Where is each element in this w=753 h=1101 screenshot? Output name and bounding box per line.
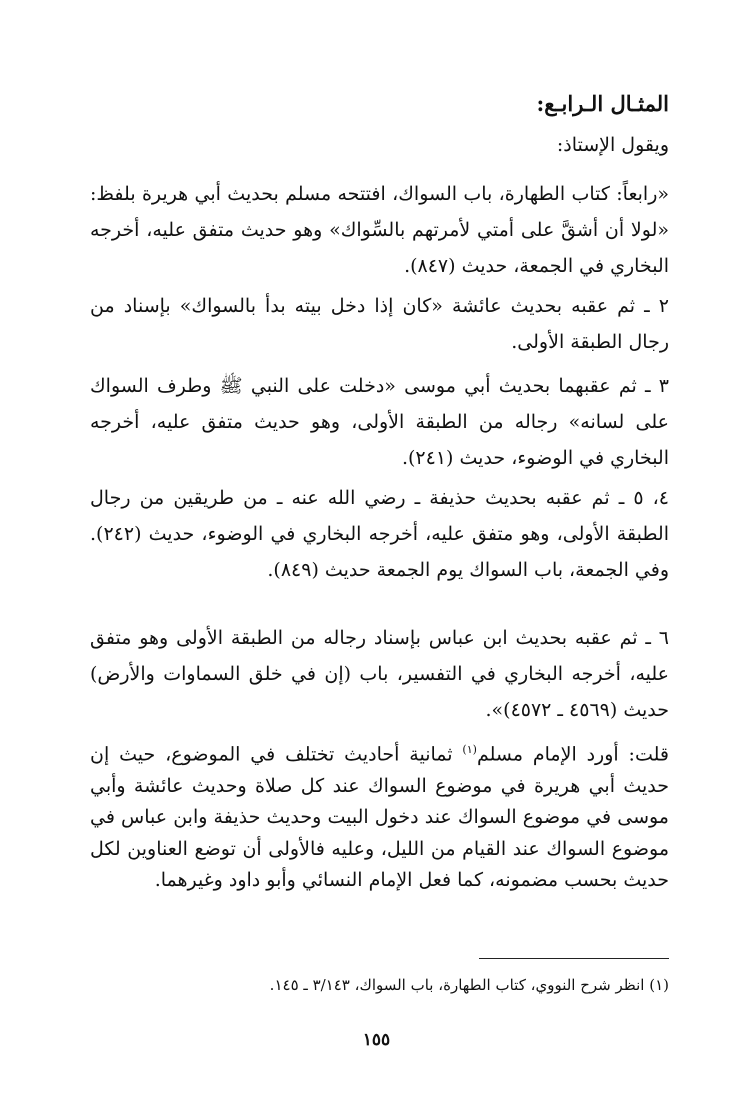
section-subheading: ويقول الإستاذ: — [556, 134, 669, 156]
footnote-reference[interactable]: (١) — [462, 743, 477, 756]
footnote: (١) انظر شرح النووي، كتاب الطهارة، باب السواك، ٣/١٤٣ ـ ١٤٥. — [269, 976, 669, 994]
paragraph-6-rest: ثمانية أحاديث تختلف في الموضوع، حيث إن حديث أبي هريرة في موضوع السواك عند كل صلاة وحديث عائشة وأبي موسى في موضوع السواك عند دخول البيت وحديث حذيفة وابن عباس في موضوع السواك عند القيام من الليل، وعليه فالأولى أن توضع العناوين لكل حديث بحسب مضمونه، كما فعل الإمام النسائي وأبو داود وغيرهما. — [90, 743, 669, 892]
footnote-separator — [479, 958, 669, 959]
paragraph-6 — [90, 734, 669, 897]
paragraph-6-start: قلت: أورد الإمام مسلم — [476, 743, 669, 766]
paragraph-2: ٢ ـ ثم عقبه بحديث عائشة «كان إذا دخل بيته بدأ بالسواك» بإسناد من رجال الطبقة الأولى. — [90, 295, 669, 353]
page-number: ١٥٥ — [362, 1030, 391, 1050]
paragraph-4: ٤، ٥ ـ ثم عقبه بحديث حذيفة ـ رضي الله عنه ـ من طريقين من رجال الطبقة الأولى، وهو متفق عليه، أخرجه البخاري في الوضوء، حديث (٢٤٢). وفي الجمعة، باب السواك يوم الجمعة حديث (٨٤٩). — [90, 487, 669, 581]
paragraph-3: ٣ ـ ثم عقبهما بحديث أبي موسى «دخلت على النبي ﷺ وطرف السواك على لسانه» رجاله من الطبقة الأولى، وهو حديث متفق عليه، أخرجه البخاري في الوضوء، حديث (٢٤١). — [90, 375, 669, 469]
paragraph-1: «رابعاً: كتاب الطهارة، باب السواك، افتتحه مسلم بحديث أبي هريرة بلفظ: «لولا أن أشقَّ على أمتي لأمرتهم بالسِّواك» وهو حديث متفق عليه، أخرجه البخاري في الجمعة، حديث (٨٤٧). — [90, 183, 669, 277]
section-heading: المثـال الـرابـع: — [536, 91, 669, 116]
paragraph-5: ٦ ـ ثم عقبه بحديث ابن عباس بإسناد رجاله من الطبقة الأولى وهو متفق عليه، أخرجه البخاري في التفسير، باب (إن في خلق السماوات والأرض) حديث (٤٥٦٩ ـ ٤٥٧٢)». — [90, 627, 669, 721]
